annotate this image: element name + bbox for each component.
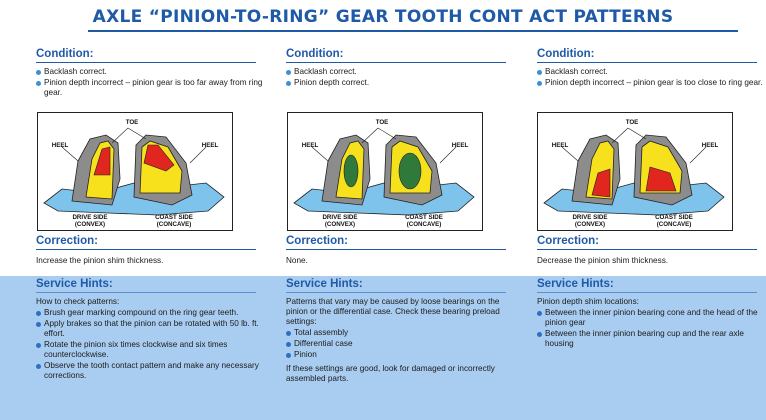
gear-diagram-correct <box>287 112 483 231</box>
hints-item: Apply brakes so that the pinion can be rotated with 50 lb. ft. effort. <box>36 319 264 339</box>
drive-side-label <box>310 214 370 228</box>
hints-item: Pinion <box>286 350 514 360</box>
hints-outro: If these settings are good, look for damaged or incorrectly assembled parts. <box>286 364 495 383</box>
drive-side-label <box>60 214 120 228</box>
gear-tooth-illustration <box>38 113 232 230</box>
condition-item: Backlash correct. <box>286 67 514 77</box>
correction-block-correct <box>286 235 514 265</box>
correction-text: Increase the pinion shim thickness. <box>36 256 164 265</box>
condition-item: Pinion depth incorrect – pinion gear is too far away from ring gear. <box>36 78 264 98</box>
hints-intro: How to check patterns: <box>36 297 120 306</box>
toe-label: TOE <box>625 119 639 126</box>
condition-heading: Condition: <box>537 48 757 63</box>
drive-side-sub: (CONVEX) <box>324 221 356 228</box>
hints-list <box>537 308 765 349</box>
correction-block-close <box>537 235 765 265</box>
hints-item: Total assembly <box>286 328 514 338</box>
correction-block-far <box>36 235 264 265</box>
condition-block-correct <box>286 48 514 89</box>
coast-side-title: COAST SIDE <box>405 214 443 221</box>
hints-intro: Patterns that vary may be caused by loose bearings on the pinion or the differential case. Check these bearing preload settings: <box>286 297 500 326</box>
gear-diagram-close <box>537 112 733 231</box>
correction-heading: Correction: <box>286 235 506 250</box>
drive-side-sub: (CONVEX) <box>74 221 106 228</box>
condition-heading: Condition: <box>36 48 256 63</box>
hints-heading: Service Hints: <box>537 278 757 293</box>
condition-item: Backlash correct. <box>36 67 264 77</box>
correction-heading: Correction: <box>36 235 256 250</box>
condition-item: Pinion depth correct. <box>286 78 514 88</box>
hints-item: Brush gear marking compound on the ring gear teeth. <box>36 308 264 318</box>
hints-item: Between the inner pinion bearing cup and the rear axle housing <box>537 329 765 349</box>
hints-item: Observe the tooth contact pattern and make any necessary corrections. <box>36 361 264 381</box>
heel-left-label: HEEL <box>301 142 319 149</box>
heel-right-label: HEEL <box>701 142 719 149</box>
coast-side-title: COAST SIDE <box>655 214 693 221</box>
coast-side-label <box>642 214 706 228</box>
toe-label: TOE <box>125 119 139 126</box>
coast-side-sub: (CONCAVE) <box>156 221 192 228</box>
gear-diagram-far <box>37 112 233 231</box>
condition-heading: Condition: <box>286 48 506 63</box>
hints-heading: Service Hints: <box>36 278 256 293</box>
correction-text: Decrease the pinion shim thickness. <box>537 256 669 265</box>
condition-block-far <box>36 48 264 99</box>
condition-list <box>36 67 264 98</box>
hints-item: Between the inner pinion bearing cone and the head of the pinion gear <box>537 308 765 328</box>
condition-item: Pinion depth incorrect – pinion gear is too close to ring gear. <box>537 78 765 88</box>
coast-side-label <box>142 214 206 228</box>
coast-side-label <box>392 214 456 228</box>
drive-side-title: DRIVE SIDE <box>322 214 358 221</box>
service-hints-close <box>537 278 765 350</box>
coast-side-sub: (CONCAVE) <box>406 221 442 228</box>
hints-list <box>36 308 264 381</box>
correction-heading: Correction: <box>537 235 757 250</box>
coast-side-title: COAST SIDE <box>155 214 193 221</box>
service-hints-correct <box>286 278 514 384</box>
hints-item: Differential case <box>286 339 514 349</box>
gear-tooth-illustration <box>538 113 732 230</box>
condition-item: Backlash correct. <box>537 67 765 77</box>
drive-side-title: DRIVE SIDE <box>72 214 108 221</box>
gear-tooth-illustration <box>288 113 482 230</box>
toe-label: TOE <box>375 119 389 126</box>
page-title: AXLE “PINION-TO-RING” GEAR TOOTH CONT ACT PATTERNS <box>92 7 674 27</box>
drive-side-label <box>560 214 620 228</box>
condition-list <box>537 67 765 88</box>
drive-side-sub: (CONVEX) <box>574 221 606 228</box>
service-hints-far <box>36 278 264 382</box>
heel-right-label: HEEL <box>451 142 469 149</box>
drive-side-title: DRIVE SIDE <box>572 214 608 221</box>
hints-heading: Service Hints: <box>286 278 506 293</box>
title-rule <box>88 30 738 32</box>
hints-list <box>286 328 514 360</box>
hints-item: Rotate the pinion six times clockwise and six times counterclockwise. <box>36 340 264 360</box>
coast-side-sub: (CONCAVE) <box>656 221 692 228</box>
heel-left-label: HEEL <box>551 142 569 149</box>
condition-list <box>286 67 514 88</box>
condition-block-close <box>537 48 765 89</box>
correction-text: None. <box>286 256 308 265</box>
heel-left-label: HEEL <box>51 142 69 149</box>
hints-intro: Pinion depth shim locations: <box>537 297 639 306</box>
heel-right-label: HEEL <box>201 142 219 149</box>
